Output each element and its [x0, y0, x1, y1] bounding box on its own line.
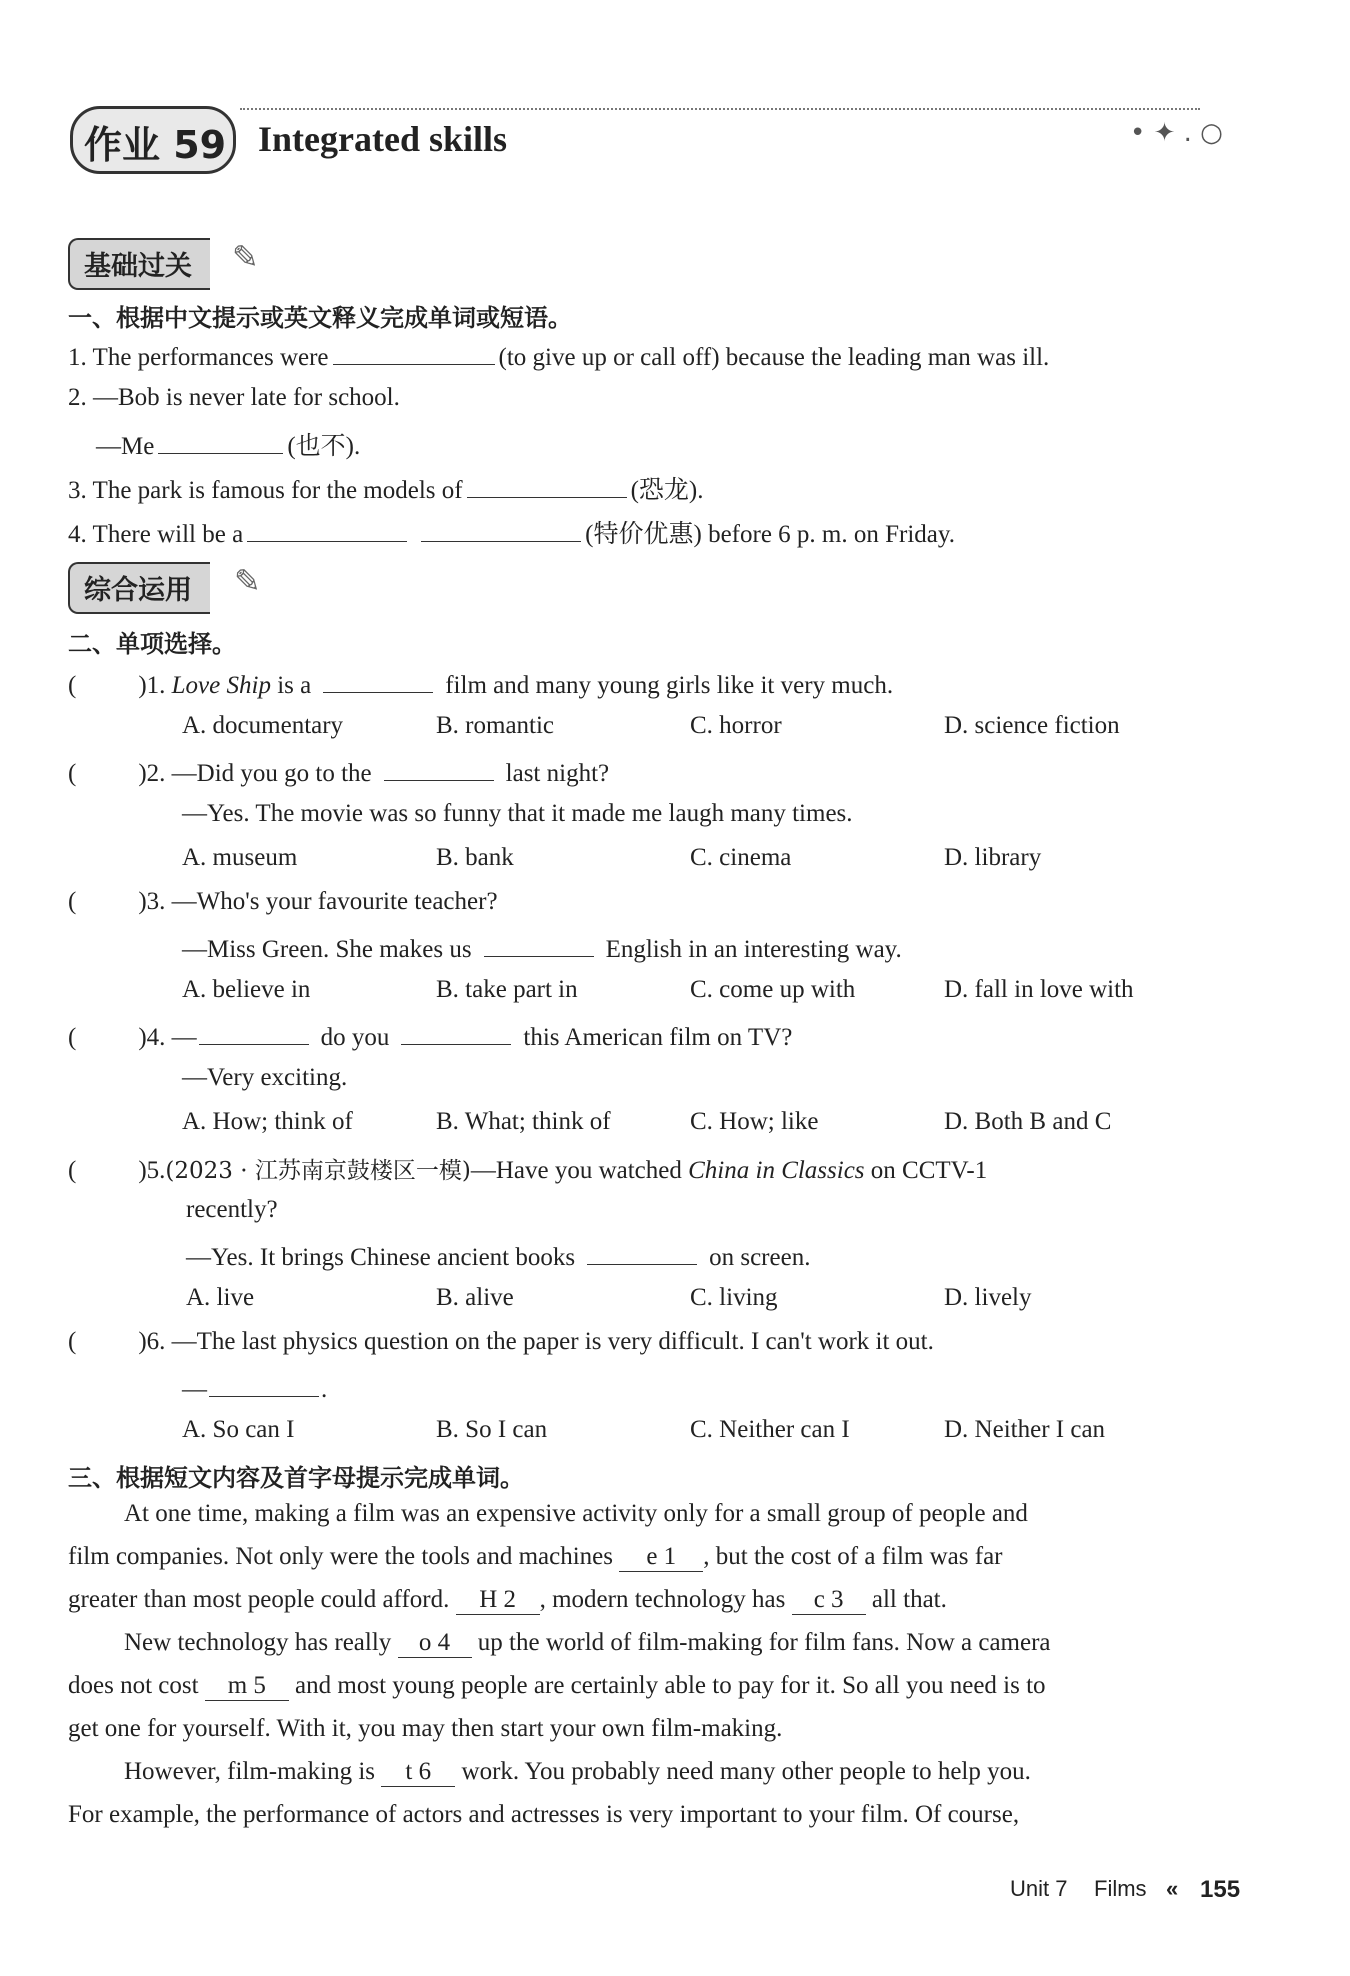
passage-blank-2[interactable]: H 2 [456, 1586, 540, 1615]
mc-question-6: ( )6. —The last physics question on the paper is very difficult. I can't work it out. [68, 1328, 934, 1355]
answer-blank[interactable] [384, 756, 494, 781]
option-a[interactable]: A. believe in [182, 976, 311, 1003]
option-a[interactable]: A. documentary [182, 712, 344, 739]
pencil-icon: ✎ [232, 238, 259, 276]
answer-blank[interactable] [199, 1020, 309, 1045]
option-a[interactable]: A. live [186, 1284, 255, 1311]
s1-question-1: 1. The performances were (to give up or call off) because the leading man was ill. [68, 340, 1049, 372]
option-d[interactable]: D. Both B and C [944, 1108, 1112, 1135]
passage-line: get one for yourself. With it, you may then start your own film-making. [68, 1715, 783, 1742]
footer-unit: Unit 7 [1010, 1876, 1068, 1901]
mc-reply-4: —Very exciting. [182, 1064, 348, 1091]
option-a[interactable]: A. So can I [182, 1416, 295, 1443]
option-c[interactable]: C. living [690, 1284, 778, 1311]
option-c[interactable]: C. How; like [690, 1108, 819, 1135]
footer-topic: Films [1094, 1876, 1147, 1901]
section3-heading: 三、根据短文内容及首字母提示完成单词。 [68, 1464, 524, 1492]
answer-blank[interactable] [158, 429, 283, 454]
page-number: 155 [1200, 1876, 1241, 1903]
answer-blank[interactable] [401, 1020, 511, 1045]
option-d[interactable]: D. fall in love with [944, 976, 1134, 1003]
s1-question-3: 3. The park is famous for the models of (恐龙). [68, 470, 704, 506]
passage-line: greater than most people could afford. H 2 , modern technology has c 3 all that. [68, 1586, 947, 1613]
chevron-left-icon: « [1166, 1876, 1179, 1901]
passage-blank-5[interactable]: m 5 [205, 1672, 289, 1701]
section2-heading: 二、单项选择。 [68, 630, 236, 658]
option-a[interactable]: A. How; think of [182, 1108, 353, 1135]
option-c[interactable]: C. Neither can I [690, 1416, 850, 1443]
s1-question-2a: 2. —Bob is never late for school. [68, 384, 400, 411]
option-c[interactable]: C. come up with [690, 976, 856, 1003]
passage-line: film companies. Not only were the tools and machines e 1 , but the cost of a film was far [68, 1543, 1003, 1570]
option-b[interactable]: B. romantic [436, 712, 555, 739]
passage-blank-6[interactable]: t 6 [381, 1758, 455, 1787]
option-d[interactable]: D. Neither I can [944, 1416, 1106, 1443]
passage-line: does not cost m 5 and most young people are certainly able to pay for it. So all you need is to [68, 1672, 1046, 1699]
pencil-icon: ✎ [234, 562, 261, 600]
option-b[interactable]: B. alive [436, 1284, 514, 1311]
option-b[interactable]: B. What; think of [436, 1108, 611, 1135]
answer-blank[interactable] [333, 340, 495, 365]
answer-blank[interactable] [421, 517, 581, 542]
mc-question-1: ( )1. Love Ship is a film and many young girls like it very much. [68, 668, 893, 700]
answer-blank[interactable] [484, 932, 594, 957]
s1-question-2b: —Me (也不). [96, 426, 360, 462]
homework-number: 作业 59 [84, 123, 227, 167]
passage-line: However, film-making is t 6 work. You probably need many other people to help you. [124, 1758, 1031, 1785]
passage-line: New technology has really o 4 up the world of film-making for film fans. Now a camera [124, 1629, 1051, 1656]
section1-heading: 一、根据中文提示或英文释义完成单词或短语。 [68, 304, 572, 332]
s1-question-4: 4. There will be a (特价优惠) before 6 p. m. on Friday. [68, 514, 955, 550]
mc-question-2: ( )2. —Did you go to the last night? [68, 756, 609, 788]
option-b[interactable]: B. bank [436, 844, 514, 871]
option-c[interactable]: C. horror [690, 712, 782, 739]
mc-reply-2: —Yes. The movie was so funny that it made me laugh many times. [182, 800, 853, 827]
option-d[interactable]: D. library [944, 844, 1042, 871]
mc-reply-5: —Yes. It brings Chinese ancient books on screen. [186, 1240, 810, 1272]
answer-blank[interactable] [467, 473, 627, 498]
option-d[interactable]: D. lively [944, 1284, 1032, 1311]
mc-question-3: ( )3. —Who's your favourite teacher? [68, 888, 498, 915]
passage-blank-1[interactable]: e 1 [619, 1543, 703, 1572]
mc-reply-6: — . [182, 1372, 327, 1404]
mc-question-4: ( )4. — do you this American film on TV? [68, 1020, 792, 1052]
mc-reply-3: —Miss Green. She makes us English in an interesting way. [182, 932, 902, 964]
passage-line: For example, the performance of actors and actresses is very important to your film. Of course, [68, 1801, 1020, 1828]
option-c[interactable]: C. cinema [690, 844, 792, 871]
option-b[interactable]: B. take part in [436, 976, 578, 1003]
passage-line: At one time, making a film was an expensive activity only for a small group of people and [124, 1500, 1028, 1527]
answer-blank[interactable] [247, 517, 407, 542]
passage-blank-3[interactable]: c 3 [792, 1586, 866, 1615]
option-b[interactable]: B. So I can [436, 1416, 548, 1443]
mc-question-5: ( )5.(2023 · 江苏南京鼓楼区一模)—Have you watched China in Classics on CCTV-1 [68, 1157, 988, 1184]
passage-blank-4[interactable]: o 4 [398, 1629, 472, 1658]
answer-blank[interactable] [209, 1372, 319, 1397]
option-a[interactable]: A. museum [182, 844, 298, 871]
answer-blank[interactable] [587, 1240, 697, 1265]
sparkle-icon: • ✦ . ○ [1130, 118, 1223, 148]
mc-question-5-cont: recently? [186, 1196, 278, 1223]
section-badge-basic: 基础过关 [68, 238, 210, 290]
answer-blank[interactable] [323, 668, 433, 693]
header-dotted-line [240, 108, 1200, 110]
section-badge-comprehensive: 综合运用 [68, 562, 210, 614]
page-title: Integrated skills [258, 119, 508, 159]
option-d[interactable]: D. science fiction [944, 712, 1120, 739]
